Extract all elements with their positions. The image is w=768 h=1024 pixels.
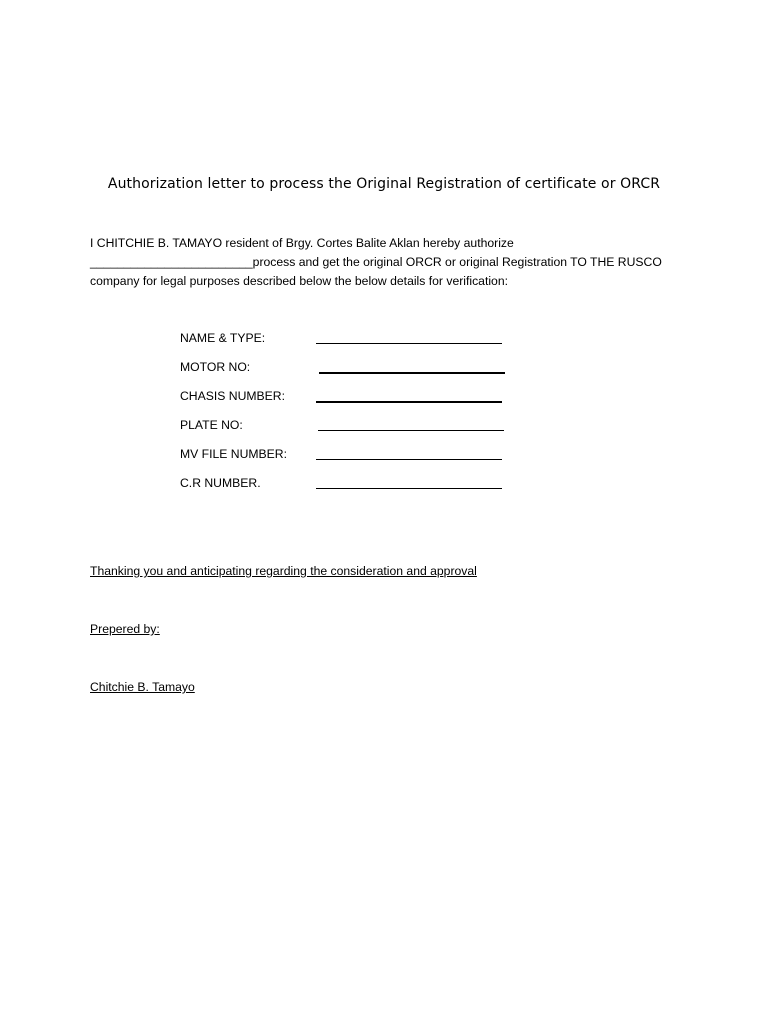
prepared-by-label: Prepered by: bbox=[90, 622, 160, 636]
field-label-motor-no: MOTOR NO: bbox=[180, 360, 251, 374]
field-label-cr-number: C.R NUMBER. bbox=[180, 476, 261, 490]
field-label-plate-no: PLATE NO: bbox=[180, 418, 243, 432]
field-name-type bbox=[180, 329, 520, 358]
body-line-3: company for legal purposes described below the below details for verification: bbox=[90, 274, 508, 288]
field-label-mv-file-number: MV FILE NUMBER: bbox=[180, 447, 287, 461]
signatory-name: Chitchie B. Tamayo bbox=[90, 680, 195, 694]
field-blank-motor-no bbox=[319, 372, 505, 374]
vehicle-details-form bbox=[180, 329, 520, 503]
field-mv-file-number bbox=[180, 445, 520, 474]
field-label-name-type: NAME & TYPE: bbox=[180, 331, 266, 345]
field-chasis-number bbox=[180, 387, 520, 416]
letter-title: Authorization letter to process the Original Registration of certificate or ORCR bbox=[107, 176, 661, 192]
field-motor-no bbox=[180, 358, 520, 387]
body-line-2: ________________________process and get the original ORCR or original Registration TO THE RUSCO bbox=[90, 255, 662, 269]
field-label-chasis-number: CHASIS NUMBER: bbox=[180, 389, 285, 403]
field-blank-plate-no bbox=[318, 430, 504, 431]
field-blank-cr-number bbox=[316, 488, 502, 489]
thanks-line: Thanking you and anticipating regarding the consideration and approval bbox=[90, 564, 477, 578]
field-blank-name-type bbox=[316, 343, 502, 344]
body-line-1: I CHITCHIE B. TAMAYO resident of Brgy. Cortes Balite Aklan hereby authorize bbox=[90, 236, 514, 250]
letter-body bbox=[90, 234, 690, 291]
field-blank-mv-file-number bbox=[316, 459, 502, 460]
field-cr-number bbox=[180, 474, 520, 503]
field-plate-no bbox=[180, 416, 520, 445]
field-blank-chasis-number bbox=[316, 401, 502, 403]
